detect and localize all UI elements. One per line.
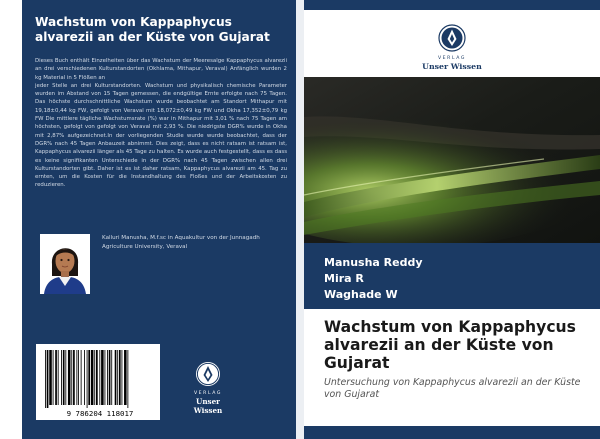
cover-art-image [304, 77, 600, 243]
author-name-3: Waghade W [324, 288, 398, 301]
publisher-logo-text-back: VERLAG [193, 391, 223, 396]
barcode-bar [101, 350, 104, 405]
barcode-bar [109, 350, 111, 405]
author-band [304, 243, 600, 309]
author-name-1: Manusha Reddy [324, 256, 423, 269]
barcode-bar [65, 350, 66, 405]
barcode-bar [115, 350, 117, 405]
barcode-bar [71, 350, 72, 405]
barcode-bar [119, 350, 121, 405]
barcode-bar [47, 350, 49, 408]
barcode-bar [107, 350, 108, 405]
barcode-bar [61, 350, 62, 405]
barcode [36, 344, 160, 420]
front-top-band [304, 0, 600, 10]
barcode-bar [73, 350, 75, 405]
author-photo [40, 234, 90, 294]
publisher-logo-back [186, 361, 230, 415]
barcode-bar [91, 350, 94, 405]
barcode-bars [36, 344, 160, 420]
barcode-bar [127, 350, 128, 408]
publisher-name-front: Unser Wissen [422, 62, 482, 71]
publisher-logo-icon [195, 361, 221, 387]
barcode-bar [76, 350, 77, 405]
author-portrait-image [40, 234, 90, 294]
barcode-bar [94, 350, 95, 405]
barcode-bar [81, 350, 82, 405]
publisher-logo-icon [438, 24, 466, 52]
front-cover-subtitle: Untersuchung von Kappaphycus alvarezii an der Küste von Gujarat [324, 377, 581, 400]
barcode-bar [78, 350, 79, 405]
author-bio: Kalluri Manusha, M.f.sc in Aquakultur von der Junnagadh Agriculture University, Veraval [102, 235, 260, 250]
barcode-bar [111, 350, 112, 405]
barcode-bar [87, 350, 88, 408]
front-cover-title: Wachstum von Kappaphycus alvarezii an der Küste von Gujarat [324, 318, 576, 372]
back-cover [22, 0, 296, 439]
barcode-bar [53, 350, 54, 405]
barcode-bar [49, 350, 52, 405]
front-cover [304, 0, 600, 439]
barcode-bar [68, 350, 71, 405]
publisher-logo-text-front: VERLAG [437, 56, 467, 61]
barcode-bar [58, 350, 59, 405]
barcode-bar [84, 350, 85, 405]
barcode-bar [88, 350, 90, 405]
barcode-digits: 9 786204 118017 [66, 409, 134, 418]
author-name-2: Mira R [324, 272, 364, 285]
barcode-bar [117, 350, 118, 405]
barcode-bar [99, 350, 100, 405]
barcode-bar [45, 350, 46, 408]
barcode-bar [63, 350, 65, 405]
barcode-bar [122, 350, 123, 405]
back-cover-description: Dieses Buch enthält Einzelheiten über das Wachstum der Meeresalge Kappaphycus alvarezii an drei verschiedenen Kulturstandorten (Okhlama, Mithapur, Veraval) Anfänglich wurden 2 kg Material in 5 Flößen an jeder Stelle an drei Kulturstandorten. Wachstum und physikalisch chemische Parameter wurden im Abstand von 15 Tagen gemessen, die endgültige Ernte erfolgte nach 75 Tagen. Das höchste durchschnittliche Wachstum wurde beobachtet am Standort Mithapur mit 19,18±0,44 kg FW, gefolgt von Veraval mit 18,072±0,49 kg FW und Okha 17,352±0,79 kg FW Die mittlere tägliche Wachstumsrate (%) war in Mithapur mit 3,01 % nach 75 Tagen am höchsten, gefolgt von gefolgt von Veraval mit 2,93 %. Die niedrigste DGR% wurde in Okha mit 2,87% aufgezeichnet.In der vorliegenden Studie wurde wurde beobachtet, dass der DGR% nach 45 Tagen Anbauzeit abnimmt. Dies zeigt, dass es nicht ratsam ist ratsam ist, Kappaphycus alvarezii länger als 45 Tage zu halten. Es wurde auch festgestellt, dass es dass es keine signifikanten Unterschiede in der DGR% nach 45 Tagen zwischen allen drei Kulturstandorten gibt. Daher ist es ist daher ratsam, Kappaphycus alvarezii am 45. Tag zu ernten, um die Kosten für die Instandhaltung des Floßes und der Arbeitskosten zu reduzieren. [35, 58, 287, 189]
barcode-bar [55, 350, 57, 405]
barcode-bar [124, 350, 127, 405]
front-bottom-band [304, 426, 600, 439]
book-spine [296, 0, 304, 439]
back-cover-title: Wachstum von Kappaphycus alvarezii an der Küste von Gujarat [35, 15, 270, 44]
barcode-bar [105, 350, 106, 405]
publisher-name-back: Unser Wissen [193, 397, 223, 415]
barcode-bar [96, 350, 98, 405]
publisher-logo-front [422, 24, 482, 71]
